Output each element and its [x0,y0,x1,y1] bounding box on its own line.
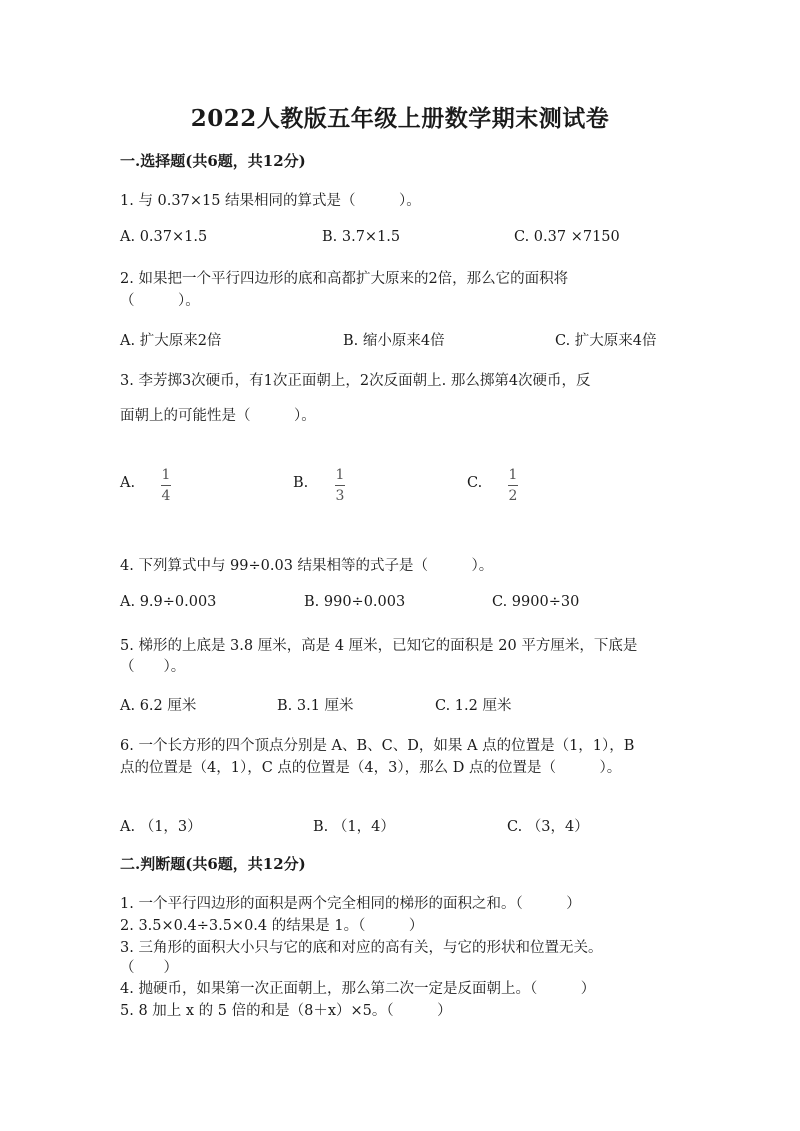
q1-option-a: A. 0.37×1.5 [120,229,208,245]
q3-option-b-label: B. [293,475,309,491]
judgment-item-continuation: （ ） [120,960,178,976]
question-2-line-1: 2. 如果把一个平行四边形的底和高都扩大原来的2倍，那么它的面积将 [120,271,569,287]
fraction-numerator: 1 [335,467,345,483]
q2-option-b: B. 缩小原来4倍 [343,333,445,349]
fraction-bar [161,485,171,486]
question-5-line-2: （ ）。 [120,659,186,675]
fraction-bar [508,485,518,486]
judgment-item: 1. 一个平行四边形的面积是两个完全相同的梯形的面积之和。（ ） [120,896,581,912]
q6-option-c: C. （3，4） [507,819,589,835]
question-5-line-1: 5. 梯形的上底是 3.8 厘米，高是 4 厘米，已知它的面积是 20 平方厘米，下底是 [120,638,638,654]
q1-option-b: B. 3.7×1.5 [322,229,401,245]
fraction-denominator: 2 [508,488,518,504]
question-3-line-2: 面朝上的可能性是（ ）。 [120,408,316,424]
question-6-line-2: 点的位置是（4，1），C 点的位置是（4，3），那么 D 点的位置是（ ）。 [120,760,622,776]
fraction-numerator: 1 [508,467,518,483]
q3-option-b-fraction [335,468,345,503]
q6-option-a: A. （1，3） [120,819,202,835]
q1-option-c: C. 0.37 ×7150 [514,229,620,245]
q3-option-a-fraction [161,468,171,503]
q5-option-b: B. 3.1 厘米 [277,698,354,714]
question-4: 4. 下列算式中与 99÷0.03 结果相等的式子是（ ）。 [120,558,494,574]
question-1: 1. 与 0.37×15 结果相同的算式是（ ）。 [120,193,421,209]
q4-option-a: A. 9.9÷0.003 [120,594,217,610]
question-2-line-2: （ ）。 [120,293,200,309]
q5-option-c: C. 1.2 厘米 [435,698,512,714]
judgment-item: 2. 3.5×0.4÷3.5×0.4 的结果是 1。（ ） [120,918,424,934]
page-title: 2022人教版五年级上册数学期末测试卷 [190,105,610,132]
section-heading-choice: 一.选择题(共6题，共12分) [120,152,306,170]
section-heading-judgment: 二.判断题(共6题，共12分) [120,855,306,873]
fraction-numerator: 1 [161,467,171,483]
q4-option-b: B. 990÷0.003 [304,594,406,610]
q2-option-c: C. 扩大原来4倍 [555,333,657,349]
judgment-item: 5. 8 加上 x 的 5 倍的和是（8＋x）×5。（ ） [120,1003,452,1019]
q3-option-c-fraction [508,468,518,503]
fraction-bar [335,485,345,486]
question-6-line-1: 6. 一个长方形的四个顶点分别是 A、B、C、D，如果 A 点的位置是（1，1），B [120,738,635,754]
judgment-item: 3. 三角形的面积大小只与它的底和对应的高有关，与它的形状和位置无关。 [120,940,603,956]
fraction-denominator: 4 [161,488,171,504]
fraction-denominator: 3 [335,488,345,504]
judgment-item: 4. 抛硬币，如果第一次正面朝上，那么第二次一定是反面朝上。（ ） [120,981,596,997]
question-3-line-1: 3. 李芳掷3次硬币，有1次正面朝上，2次反面朝上. 那么掷第4次硬币，反 [120,373,591,389]
q6-option-b: B. （1，4） [313,819,395,835]
q2-option-a: A. 扩大原来2倍 [120,333,222,349]
q3-option-c-label: C. [467,475,483,491]
q4-option-c: C. 9900÷30 [492,594,580,610]
q3-option-a-label: A. [120,475,136,491]
q5-option-a: A. 6.2 厘米 [120,698,197,714]
